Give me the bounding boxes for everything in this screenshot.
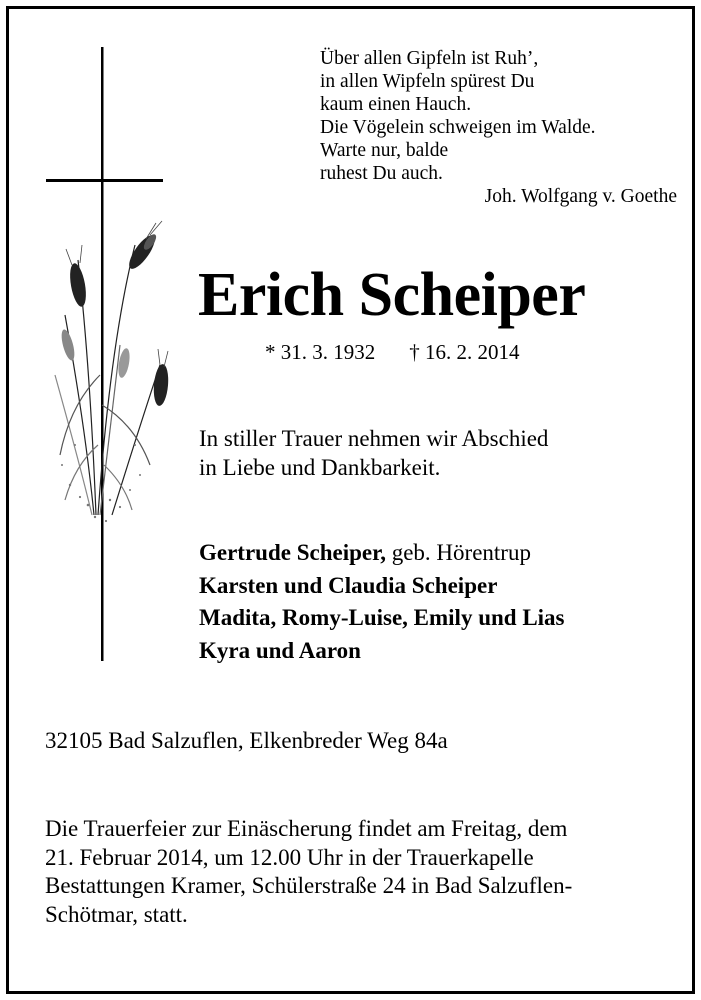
deceased-name: Erich Scheiper bbox=[198, 261, 586, 329]
funeral-service-info bbox=[45, 815, 572, 929]
family-line bbox=[199, 537, 565, 570]
poem-line: Warte nur, balde bbox=[320, 140, 449, 161]
poem-line: Über allen Gipfeln ist Ruh’, bbox=[320, 48, 539, 69]
message-line: In stiller Trauer nehmen wir Abschied bbox=[199, 426, 549, 451]
poem-author: Joh. Wolfgang v. Goethe bbox=[484, 186, 677, 207]
service-line: Bestattungen Kramer, Schülerstraße 24 in Bad Salzuflen- bbox=[45, 873, 573, 898]
family-first-name: Gertrude Scheiper, bbox=[199, 540, 386, 565]
poem-line: Die Vögelein schweigen im Walde. bbox=[320, 117, 596, 138]
poem bbox=[320, 47, 680, 208]
family-line: Madita, Romy-Luise, Emily und Lias bbox=[199, 605, 565, 630]
address: 32105 Bad Salzuflen, Elkenbreder Weg 84a bbox=[45, 728, 448, 753]
family-line: Karsten und Claudia Scheiper bbox=[199, 572, 498, 598]
service-line: 21. Februar 2014, um 12.00 Uhr in der Trauerkapelle bbox=[45, 844, 534, 870]
life-dates bbox=[265, 338, 520, 366]
cross-icon bbox=[46, 47, 163, 661]
mourning-message bbox=[199, 424, 548, 482]
poem-line: ruhest Du auch. bbox=[320, 163, 443, 184]
birth-date: * 31. 3. 1932 bbox=[265, 340, 376, 364]
message-line: in Liebe und Dankbarkeit. bbox=[199, 455, 441, 480]
wheat-ears-icon bbox=[55, 245, 160, 515]
family-signatures bbox=[199, 537, 565, 667]
service-line: Schötmar, statt. bbox=[45, 901, 188, 927]
poem-line: kaum einen Hauch. bbox=[320, 94, 472, 115]
cross-and-wheat-illustration bbox=[40, 45, 190, 665]
service-line: Die Trauerfeier zur Einäscherung findet am Freitag, dem bbox=[45, 816, 568, 841]
family-line: Kyra und Aaron bbox=[199, 637, 361, 663]
family-first-suffix: geb. Hörentrup bbox=[385, 540, 531, 565]
poem-line: in allen Wipfeln spürest Du bbox=[320, 71, 535, 92]
death-date: † 16. 2. 2014 bbox=[409, 340, 520, 364]
